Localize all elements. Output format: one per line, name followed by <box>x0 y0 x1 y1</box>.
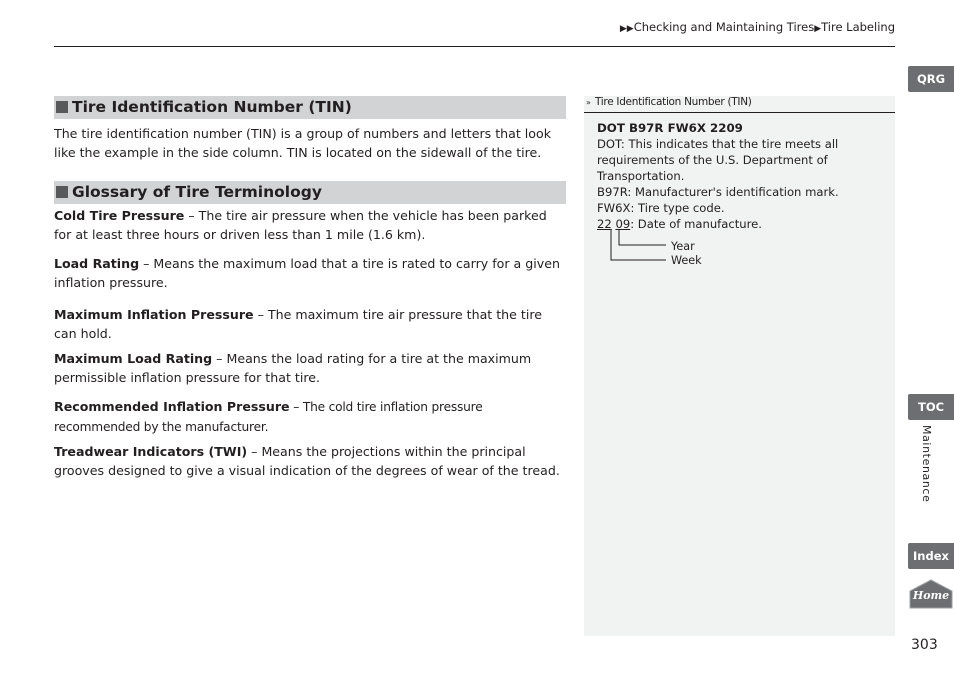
section-marker-icon <box>56 101 68 113</box>
section-heading-tin <box>54 96 566 119</box>
breadcrumb-link-checking-tires[interactable]: Checking and Maintaining Tires <box>633 20 815 34</box>
home-label: Home <box>912 589 950 602</box>
date-week-label: Week <box>671 254 702 267</box>
breadcrumb <box>620 20 895 34</box>
section-title: Glossary of Tire Terminology <box>72 183 322 201</box>
index-tab[interactable]: Index <box>908 543 954 569</box>
glossary-term: Recommended Inflation Pressure <box>54 399 290 414</box>
date-year-label: Year <box>671 240 695 253</box>
glossary-term: Maximum Inflation Pressure <box>54 307 254 322</box>
section-label-maintenance: Maintenance <box>920 425 933 503</box>
section-marker-icon <box>56 186 68 198</box>
page-number: 303 <box>911 637 938 653</box>
side-note-heading <box>584 96 895 113</box>
section-heading-glossary <box>54 181 566 204</box>
glossary-entry <box>54 305 566 343</box>
header-divider <box>54 46 895 47</box>
tin-date-week: 22 <box>597 217 612 231</box>
glossary-entry <box>54 349 566 387</box>
side-note-panel <box>584 96 895 636</box>
qrg-tab[interactable]: QRG <box>908 66 954 92</box>
glossary-entry <box>54 442 566 480</box>
tin-manufacturer-line: B97R: Manufacturer's identification mark. <box>597 185 839 199</box>
glossary-term: Load Rating <box>54 256 140 271</box>
tin-description: The tire identification number (TIN) is a group of numbers and letters that look like the example in the side column. TIN is located on the sidewall of the tire. <box>54 126 551 160</box>
tin-dot-line: requirements of the U.S. Department of <box>597 153 828 167</box>
toc-tab[interactable]: TOC <box>908 394 954 420</box>
tin-tire-type-line: FW6X: Tire type code. <box>597 201 725 215</box>
breadcrumb-current-page: Tire Labeling <box>821 20 895 34</box>
tin-example-code: DOT B97R FW6X 2209 <box>597 121 743 135</box>
glossary-definition: – The maximum tire air pressure that the tire can hold. <box>54 307 543 341</box>
glossary-term: Treadwear Indicators (TWI) <box>54 444 248 459</box>
glossary-definition: – The cold tire inflation pressure recommended by the manufacturer. <box>54 400 483 434</box>
tin-date-year: 09 <box>615 217 631 231</box>
tin-date-suffix: : Date of manufacture. <box>630 217 762 231</box>
glossary-definition: – Means the projections within the principal grooves designed to give a visual indication of the degrees of wear of the tread. <box>54 444 560 478</box>
tin-dot-line: DOT: This indicates that the tire meets all <box>597 137 839 151</box>
breadcrumb-arrows-icon: ▶▶ <box>619 24 634 34</box>
side-note-body <box>597 120 839 232</box>
glossary-definition: – Means the maximum load that a tire is rated to carry for a given inflation pressure. <box>54 256 560 290</box>
reference-icon: » <box>586 98 588 107</box>
home-button[interactable] <box>908 579 954 609</box>
section-title: Tire Identification Number (TIN) <box>72 98 352 116</box>
glossary-term: Cold Tire Pressure <box>54 208 185 223</box>
tin-date-line <box>597 216 839 232</box>
side-note-title[interactable]: Tire Identification Number (TIN) <box>595 96 752 108</box>
glossary-term: Maximum Load Rating <box>54 351 213 366</box>
tin-dot-line: Transportation. <box>597 169 685 183</box>
breadcrumb-separator-icon: ▶ <box>814 24 822 34</box>
glossary-entry <box>54 206 566 244</box>
glossary-definition: – Means the load rating for a tire at the maximum permissible inflation pressure for that tire. <box>54 351 532 385</box>
glossary-entry <box>54 397 566 437</box>
glossary-definition: – The tire air pressure when the vehicle has been parked for at least three hours or driven less than 1 mile (1.6 km). <box>54 208 547 242</box>
glossary-entry <box>54 254 566 292</box>
